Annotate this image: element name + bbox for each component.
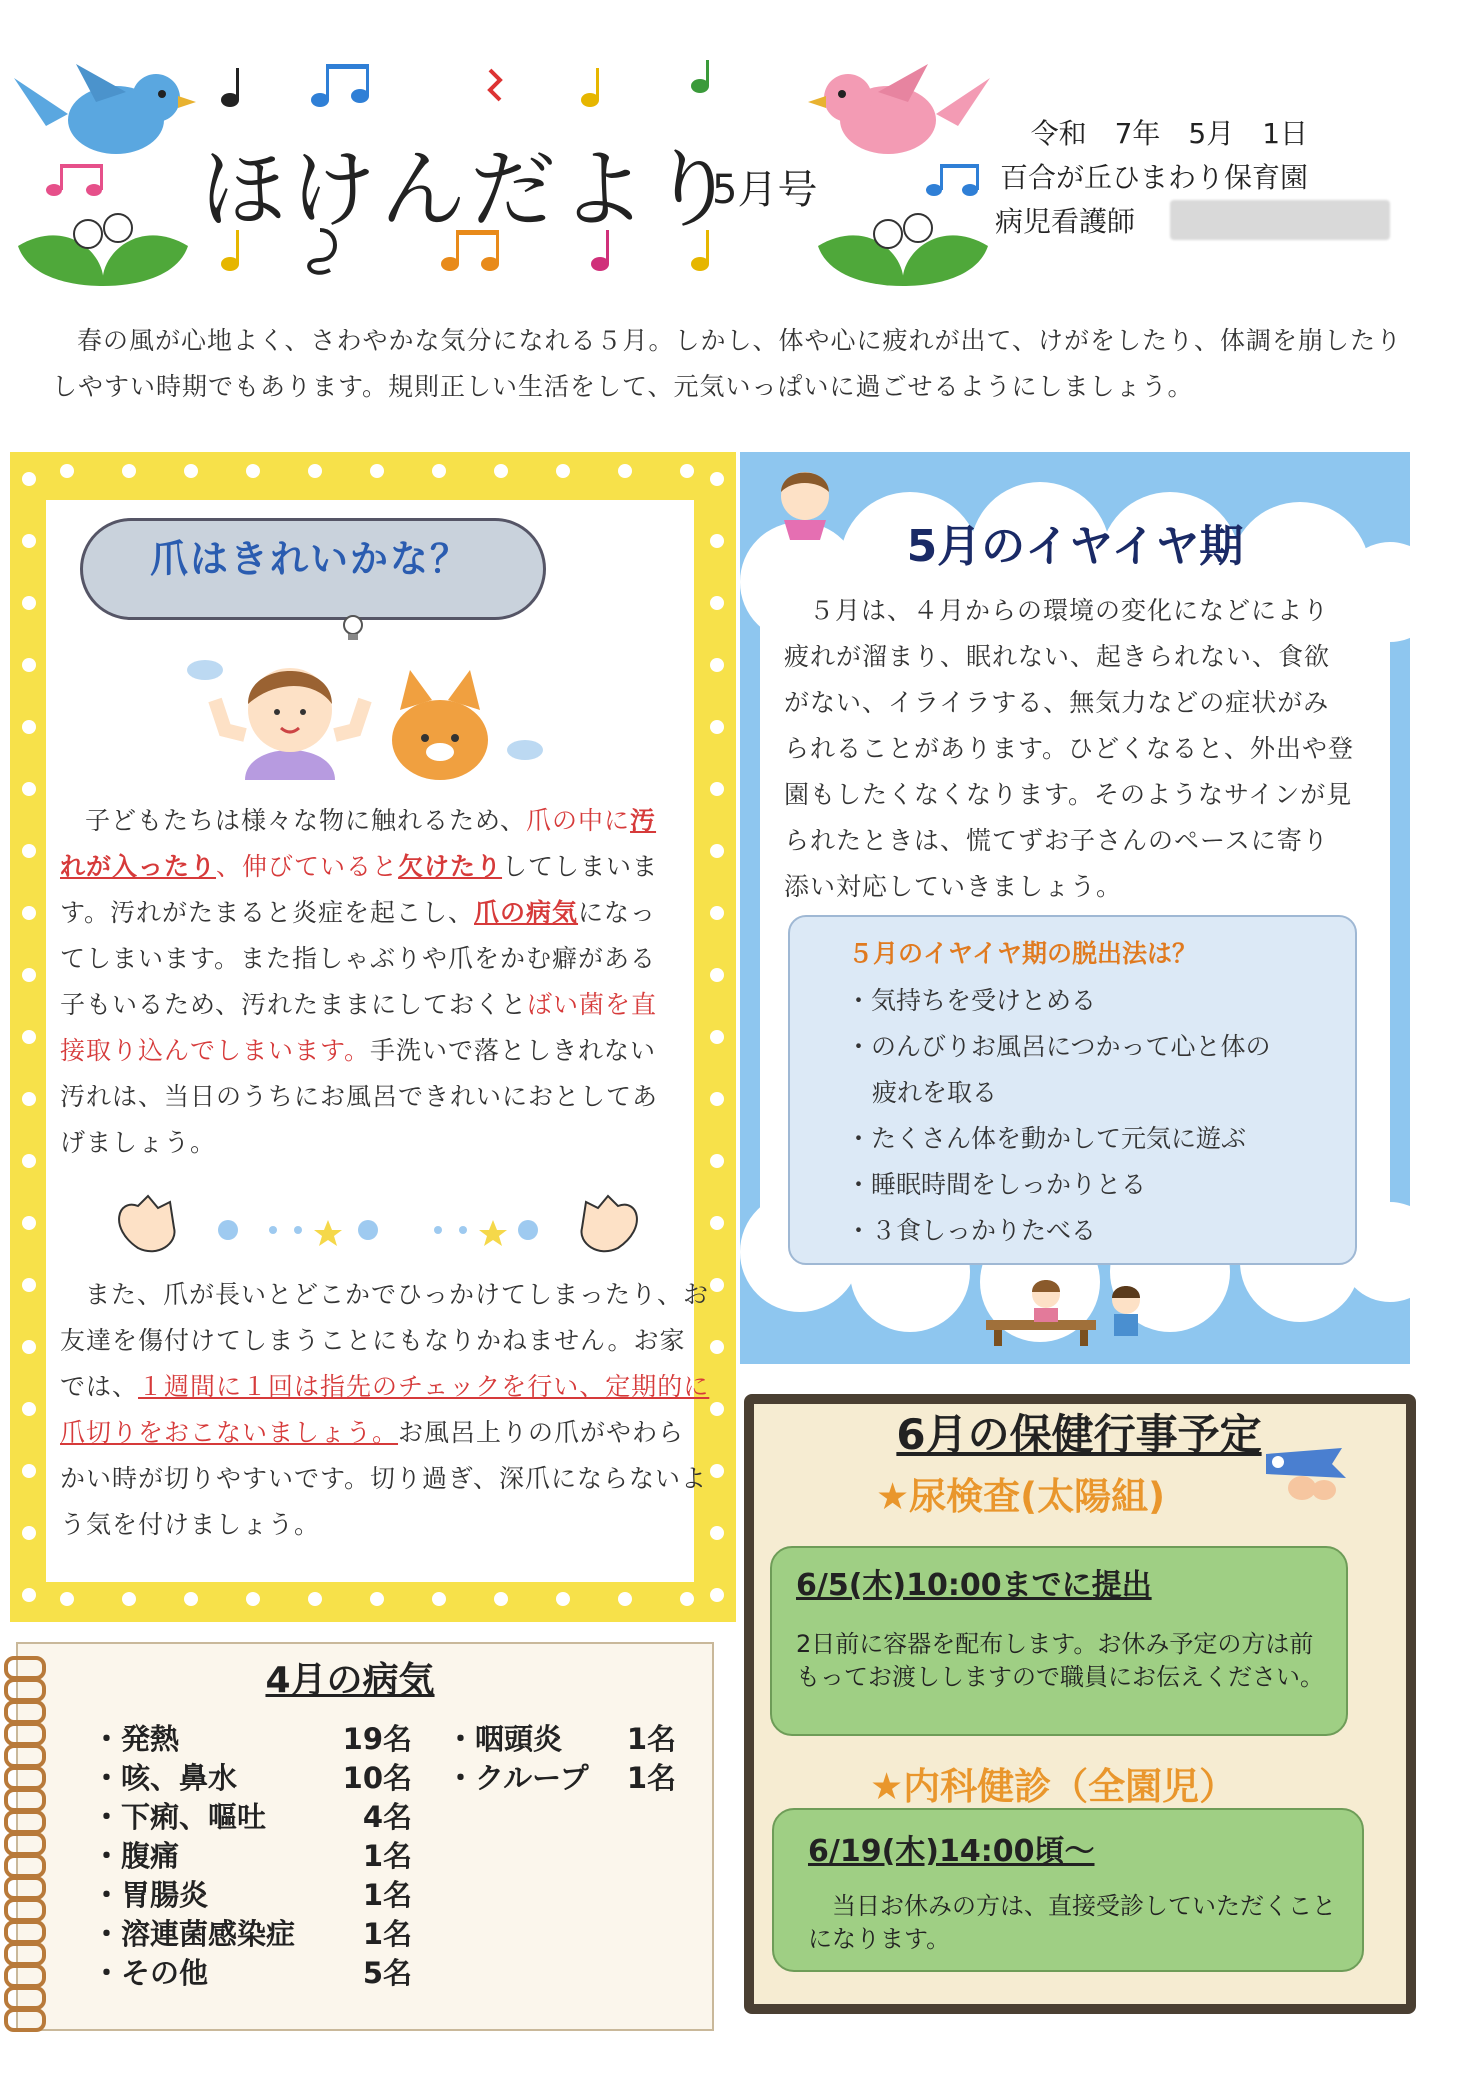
polka-dot: [710, 782, 724, 796]
tip-item: ・気持ちを受けとめる: [846, 986, 1097, 1015]
polka-dot: [22, 1216, 36, 1230]
notebook-ring: [4, 1766, 46, 1790]
polka-dot: [22, 1402, 36, 1416]
koinobori-illustration: [1262, 1434, 1354, 1504]
disease-row: [92, 1720, 412, 1759]
polka-dot: [22, 1092, 36, 1106]
polka-dot: [710, 534, 724, 548]
polka-dot: [246, 464, 260, 478]
polka-dot: [122, 464, 136, 478]
polka-dot: [432, 464, 446, 478]
text-segment: 爪の病気: [474, 898, 579, 927]
disease-row: [92, 1876, 412, 1915]
disease-count: 1名: [626, 1722, 676, 1756]
june-title: 6月の保健行事予定: [896, 1410, 1262, 1459]
disease-list-right: [446, 1720, 676, 1798]
text-segment: してしまいます。汚れがたまると炎症を起こし、: [60, 852, 659, 927]
polka-dot: [184, 464, 198, 478]
polka-dot: [710, 1340, 724, 1354]
tip-item: 疲れを取る: [872, 1078, 998, 1107]
polka-dot: [710, 472, 724, 486]
disease-list-left: [92, 1720, 412, 1993]
music-notes-side-right: [920, 160, 990, 200]
polka-dot: [618, 464, 632, 478]
polka-dot: [22, 1526, 36, 1540]
publish-date: 令和 7年 5月 1日: [1030, 117, 1309, 150]
text-segment: 欠けたり: [398, 852, 503, 881]
disease-name: ・溶連菌感染症: [92, 1917, 296, 1951]
hands-divider-decoration: [98, 1188, 658, 1258]
event1-date: 6/5(木)10:00までに提出: [796, 1568, 1152, 1603]
event2-text: 当日お休みの方は、直接受診していただくことになります。: [808, 1892, 1336, 1953]
nail-paragraph-2: [60, 1272, 710, 1548]
polka-dot: [556, 1592, 570, 1606]
music-notes-decoration: [200, 60, 760, 120]
polka-dot: [710, 1030, 724, 1044]
tips-title: ５月のイヤイヤ期の脱出法は？: [848, 939, 1198, 968]
disease-row: [92, 1798, 412, 1837]
polka-dot: [308, 1592, 322, 1606]
iyaiya-body: ５月は、４月からの環境の変化になどにより疲れが溜まり、眠れない、起きられない、食欲がない、イライラする、無気力などの症状がみられることがあります。ひどくなると、外出や登園もしたくなくなります。そのようなサインが見られたときは、慌てずお子さんのペースに寄り添い対応していきましょう。: [784, 596, 1355, 901]
notebook-ring: [4, 1986, 46, 2010]
notebook-ring: [4, 2008, 46, 2032]
polka-dot: [710, 1526, 724, 1540]
polka-dot: [22, 1278, 36, 1292]
polka-dot: [370, 464, 384, 478]
disease-count: 5名: [362, 1956, 412, 1990]
polka-dot: [22, 1464, 36, 1478]
disease-row: [92, 1837, 412, 1876]
polka-dot: [710, 1092, 724, 1106]
tip-item: ・たくさん体を動かして元気に遊ぶ: [846, 1124, 1247, 1153]
disease-count: 1名: [626, 1761, 676, 1795]
text-segment: また、爪が長いとどこかでひっかけてしまったり、お友達を傷付けてしまうことにもなりかねません。お家では、: [60, 1280, 710, 1401]
polka-dot: [22, 534, 36, 548]
event1-text: 2日前に容器を配布します。お休み予定の方は前もってお渡ししますので職員にお伝えください。: [796, 1630, 1324, 1691]
polka-dot: [22, 906, 36, 920]
disease-name: ・胃腸炎: [92, 1878, 209, 1912]
polka-dot: [710, 1216, 724, 1230]
notebook-ring: [4, 1876, 46, 1900]
polka-dot: [710, 968, 724, 982]
polka-dot: [494, 464, 508, 478]
text-segment: ばい菌を直接取り込んでしまいます。: [60, 990, 658, 1065]
text-segment: になってしまいます。また指しゃぶりや爪をかむ癖がある子もいるため、汚れたままにしておくと: [60, 898, 657, 1019]
text-segment: １週間に１回は指先のチェックを行い、定期的に爪切りをおこないましょう。: [60, 1372, 710, 1447]
tip-item: ・睡眠時間をしっかりとる: [846, 1170, 1147, 1199]
polka-dot: [710, 844, 724, 858]
notebook-ring: [4, 1898, 46, 1922]
text-segment: 手洗いで落としきれない汚れは、当日のうちにお風呂できれいにおとしてあげましょう。: [60, 1036, 659, 1157]
tip-item: ・のんびりお風呂につかって心と体の: [846, 1032, 1271, 1061]
nurse-label: 病児看護師: [995, 205, 1136, 238]
disease-count: 10名: [342, 1761, 412, 1795]
newsletter-title: ほけんだより: [200, 140, 740, 240]
disease-count: 1名: [362, 1839, 412, 1873]
polka-dot: [22, 968, 36, 982]
text-segment: 汚れが入ったり: [60, 806, 657, 881]
polka-dot: [22, 1154, 36, 1168]
children-on-bench-illustration: [976, 1270, 1156, 1350]
polka-dot: [370, 1592, 384, 1606]
redacted-name: [1170, 200, 1390, 240]
iyaiya-title: 5月のイヤイヤ期: [906, 521, 1244, 572]
notebook-ring: [4, 1744, 46, 1768]
notebook-ring: [4, 1810, 46, 1834]
leaf-bell-right-icon: [808, 206, 998, 296]
disease-row: [446, 1720, 676, 1759]
text-segment: お風呂上りの爪がやわらかい時が切りやすいです。切り過ぎ、深爪にならないよう気を付けましょう。: [60, 1418, 708, 1539]
polka-dot: [22, 472, 36, 486]
polka-dot: [710, 1278, 724, 1292]
nail-paragraph-1: [60, 798, 680, 1166]
polka-dot: [618, 1592, 632, 1606]
text-segment: 子どもたちは様々な物に触れるため、: [85, 806, 527, 835]
disease-name: ・腹痛: [92, 1839, 180, 1873]
polka-dot: [432, 1592, 446, 1606]
polka-dot: [710, 1464, 724, 1478]
polka-dot: [680, 1592, 694, 1606]
polka-dot: [60, 464, 74, 478]
notebook-ring: [4, 1656, 46, 1680]
notebook-ring: [4, 1854, 46, 1878]
issue-label: 5月号: [712, 167, 818, 213]
polka-dot: [22, 782, 36, 796]
disease-name: ・クループ: [446, 1761, 589, 1795]
polka-dot: [246, 1592, 260, 1606]
polka-dot: [308, 464, 322, 478]
notebook-ring: [4, 1964, 46, 1988]
disease-row: [446, 1759, 676, 1798]
polka-dot: [556, 464, 570, 478]
disease-name: ・下痢、嘔吐: [92, 1800, 267, 1834]
polka-dot: [22, 596, 36, 610]
disease-name: ・発熱: [92, 1722, 180, 1756]
disease-title: 4月の病気: [265, 1660, 435, 1701]
disease-name: ・咽頭炎: [446, 1722, 563, 1756]
tips-list: [846, 978, 1346, 1254]
disease-name: ・咳、鼻水: [92, 1761, 238, 1795]
notebook-ring: [4, 1788, 46, 1812]
disease-count: 4名: [362, 1800, 412, 1834]
disease-row: [92, 1915, 412, 1954]
text-segment: 爪の中に: [526, 806, 631, 835]
disease-row: [92, 1954, 412, 1993]
polka-dot: [710, 658, 724, 672]
notebook-ring: [4, 1920, 46, 1944]
notebook-ring: [4, 1722, 46, 1746]
polka-dot: [710, 906, 724, 920]
notebook-ring: [4, 1832, 46, 1856]
polka-dot: [710, 596, 724, 610]
blue-bird-icon: [6, 62, 196, 162]
notebook-ring: [4, 1678, 46, 1702]
music-notes-side: [40, 160, 130, 200]
disease-name: ・その他: [92, 1956, 209, 1990]
polka-dot: [494, 1592, 508, 1606]
event2-date: 6/19(木)14:00頃～: [808, 1834, 1095, 1869]
polka-dot: [22, 1588, 36, 1602]
polka-dot: [122, 1592, 136, 1606]
disease-row: [92, 1759, 412, 1798]
polka-dot: [22, 1030, 36, 1044]
school-name: 百合が丘ひまわり保育園: [1000, 161, 1309, 194]
polka-dot: [710, 1402, 724, 1416]
pink-bird-icon: [808, 62, 998, 162]
polka-dot: [710, 1154, 724, 1168]
polka-dot: [710, 1588, 724, 1602]
disease-count: 1名: [362, 1917, 412, 1951]
nail-title: 爪はきれいかな？: [149, 537, 470, 581]
polka-dot: [22, 720, 36, 734]
polka-dot: [60, 1592, 74, 1606]
notebook-ring: [4, 1700, 46, 1724]
event2-heading: ★内科健診（全園児）: [870, 1765, 1237, 1808]
polka-dot: [22, 1340, 36, 1354]
polka-dot: [184, 1592, 198, 1606]
disease-count: 19名: [342, 1722, 412, 1756]
leaf-bell-left-icon: [8, 206, 198, 296]
polka-dot: [680, 464, 694, 478]
polka-dot: [22, 844, 36, 858]
notebook-ring: [4, 1942, 46, 1966]
text-segment: 、伸びていると: [216, 852, 399, 881]
polka-dot: [22, 658, 36, 672]
child-and-cat-illustration: [185, 640, 545, 780]
tip-item: ・３食しっかりたべる: [846, 1216, 1097, 1245]
event1-heading: ★尿検査(太陽組): [876, 1475, 1165, 1518]
polka-dot: [710, 720, 724, 734]
disease-count: 1名: [362, 1878, 412, 1912]
intro-paragraph: 春の風が心地よく、さわやかな気分になれる５月。しかし、体や心に疲れが出て、けがをしたり、体調を崩したりしやすい時期でもあります。規則正しい生活をして、元気いっぱいに過ごせるようにしましょう。: [52, 326, 1403, 401]
